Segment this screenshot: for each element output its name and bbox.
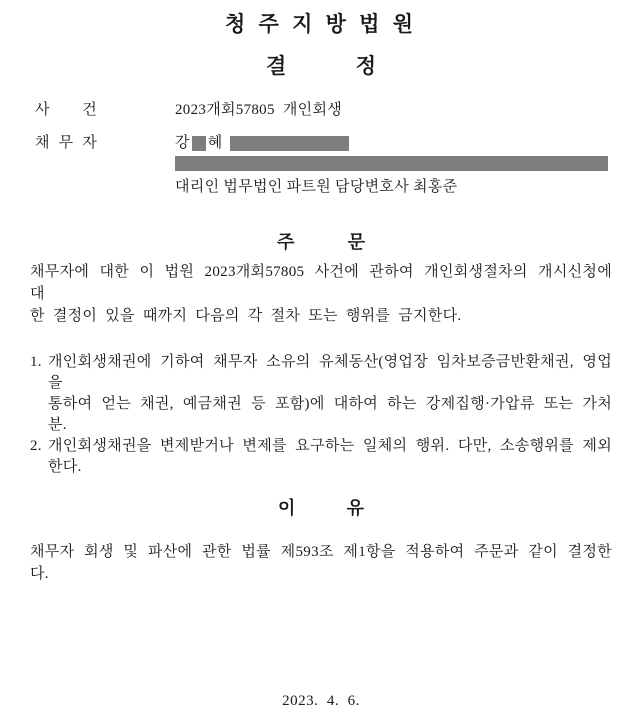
court-name: 청 주 지 방 법 원	[225, 12, 417, 36]
doc-title	[266, 55, 376, 77]
doc-title-char: 결	[266, 54, 287, 78]
redaction-bar-long	[175, 156, 608, 171]
attorney-line: 대리인 법무법인 파트원 담당변호사 최홍준	[175, 179, 458, 195]
jumun-line: 한 결정이 있을 때까지 다음의 각 절차 또는 행위를 금지한다.	[30, 308, 462, 324]
jumun-header: 주 문	[277, 232, 365, 252]
redaction-box	[192, 136, 206, 151]
case-label: 사 건	[35, 102, 97, 118]
order-item-1	[30, 352, 612, 436]
decision-date: 2023. 4. 6.	[282, 693, 360, 709]
order-item-number: 2.	[30, 438, 42, 454]
iyu-line: 채무자 회생 및 파산에 관한 법률 제593조 제1항을 적용하여 주문과 같이 결정한다.	[30, 544, 612, 582]
case-row	[0, 100, 642, 121]
order-item-line: 개인회생채권에 기하여 채무자 소유의 유체동산(영업장 임차보증금반환채권, 영업을	[48, 354, 612, 391]
doc-title-char: 정	[355, 54, 376, 78]
debtor-row	[0, 133, 642, 154]
redacted-address-row	[0, 156, 642, 171]
jumun-paragraph	[0, 261, 642, 327]
jumun-line: 채무자에 대한 이 법원 2023개회57805 사건에 관하여 개인회생절차의 개시신청에 대	[30, 264, 612, 302]
attorney-row	[0, 177, 642, 198]
order-item-line: 한다.	[48, 459, 82, 475]
order-item-line: 개인회생채권을 변제받거나 변제를 요구하는 일체의 행위. 다만, 소송행위를 제외	[48, 438, 612, 454]
order-item-number: 1.	[30, 354, 42, 370]
case-number: 2023개회57805 개인회생	[175, 102, 343, 118]
iyu-paragraph	[0, 541, 642, 585]
iyu-header: 이 유	[278, 498, 364, 518]
redaction-bar-short	[230, 136, 349, 151]
debtor-name: 강 혜	[175, 133, 349, 154]
order-list	[0, 352, 642, 478]
debtor-label: 채 무 자	[35, 135, 97, 151]
order-item-line: 통하여 얻는 채권, 예금채권 등 포함)에 대하여 하는 강제집행·가압류 또는 가처분.	[48, 396, 612, 433]
order-item-2	[30, 436, 612, 478]
